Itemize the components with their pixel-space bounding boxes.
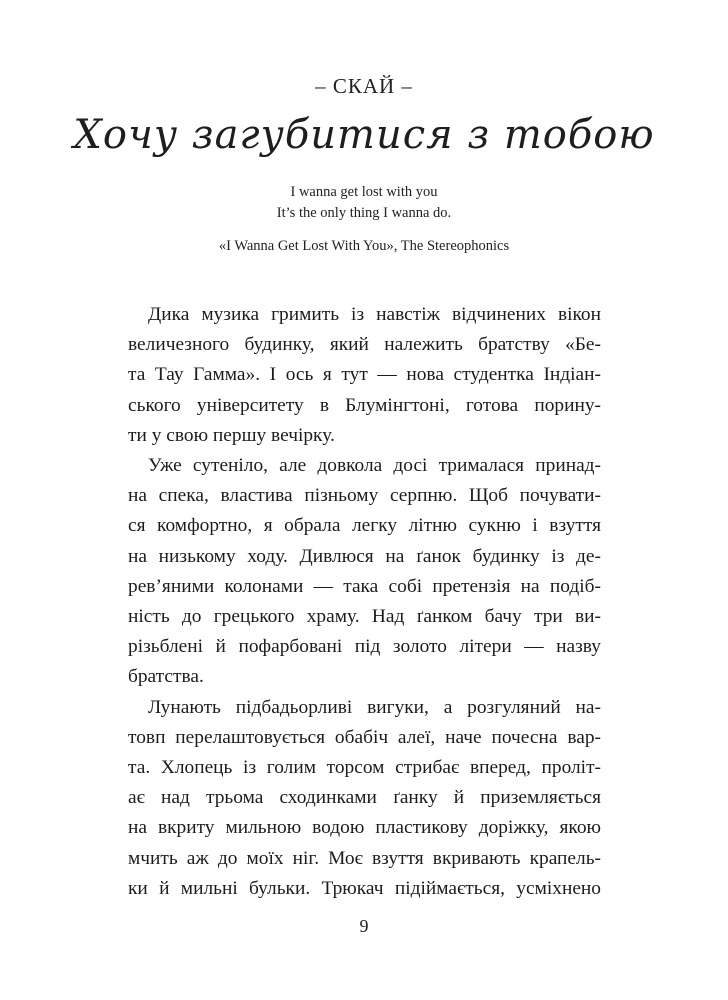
text-line: на вкриту мильною водою пластикову доріжку, якою (128, 817, 601, 839)
text-line: Дика музика гримить із навстіж відчинених вікон (148, 304, 601, 325)
epigraph (0, 182, 728, 257)
text-line: ає над трьома сходинками ґанку й приземляється (128, 787, 601, 809)
text-line: ся комфортно, я обрала легку літню сукню і взуття (128, 515, 601, 537)
text-line: ти у свою першу вечірку. (128, 424, 335, 446)
text-line: ського університету в Блумінгтоні, готова порину- (128, 394, 601, 416)
text-line: та Тау Гамма». І ось я тут — нова студентка Індіан- (128, 364, 601, 386)
text-line: різьблені й пофарбовані під золото літери — назву (128, 636, 601, 658)
epigraph-line: I wanna get lost with you (290, 184, 438, 200)
body-text (128, 300, 601, 904)
text-line: Лунають підбадьорливі вигуки, а розгуляний на- (148, 696, 601, 718)
text-line: мчить аж до моїх ніг. Моє взуття вкривають крапель- (128, 847, 601, 869)
text-line: Уже сутеніло, але довкола досі трималася принад- (148, 455, 601, 477)
text-line: та. Хлопець із голим торсом стрибає вперед, проліт- (128, 757, 601, 779)
paragraph (128, 451, 601, 693)
epigraph-source: «I Wanna Get Lost With You», The Stereophonics (218, 238, 510, 254)
paragraph (128, 693, 601, 904)
text-line: на спека, властива пізньому серпню. Щоб почувати- (128, 485, 601, 507)
chapter-narrator-label: – СКАЙ – (315, 74, 413, 98)
text-line: ність до грецького храму. Над ґанком бачу три ви- (128, 606, 601, 628)
text-line: на низькому ходу. Дивлюся на ґанок будинку із де- (128, 545, 601, 567)
text-line: братства. (128, 666, 204, 688)
text-line: товп перелаштовується обабіч алеї, наче почесна вар- (128, 726, 601, 748)
paragraph (128, 300, 601, 451)
chapter-title: Хочу загубитися з тобою (73, 112, 655, 158)
page-number: 9 (359, 916, 369, 936)
epigraph-line: It’s the only thing I wanna do. (276, 205, 452, 221)
text-line: ки й мильні бульки. Трюкач підіймається, усміхнено (128, 877, 601, 899)
text-line: рев’яними колонами — така собі претензія на подіб- (128, 575, 601, 597)
text-line: величезного будинку, який належить братству «Бе- (128, 334, 601, 356)
